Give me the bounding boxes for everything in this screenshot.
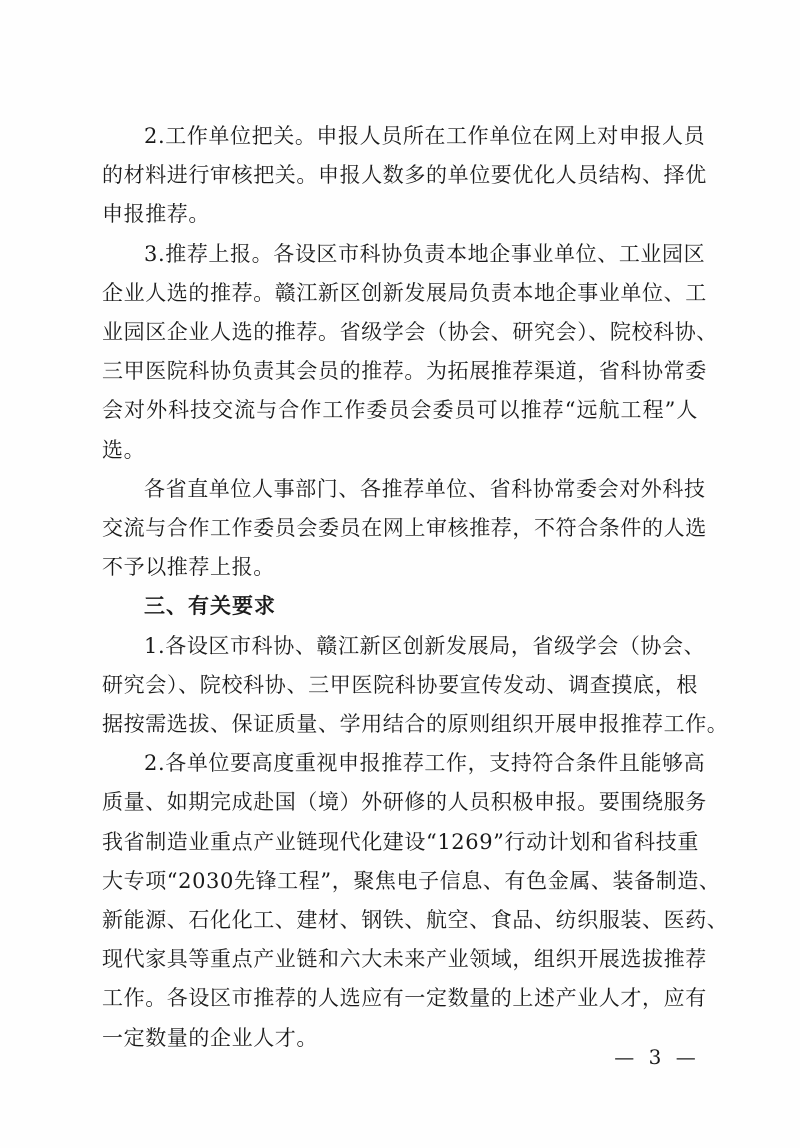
text-line: 不予以推荐上报。 xyxy=(102,555,275,580)
text-line: 会对外科技交流与合作工作委员会委员可以推荐“远航工程”人 xyxy=(102,398,698,423)
text-line: 现代家具等重点产业链和六大未来产业领域，组织开展选拔推荐 xyxy=(102,947,707,972)
paragraph-provincial-units xyxy=(102,470,707,588)
text-line: 质量、如期完成赴国（境）外研修的人员积极申报。要围绕服务 xyxy=(102,790,707,815)
text-line: 2.各单位要高度重视申报推荐工作，支持符合条件且能够高 xyxy=(144,751,706,776)
document-body xyxy=(102,117,729,1058)
text-line: 三甲医院科协负责其会员的推荐。为拓展推荐渠道，省科协常委 xyxy=(102,359,707,384)
text-line: 大专项“2030先锋工程”，聚焦电子信息、有色金属、装备制造、 xyxy=(102,868,721,893)
paragraph-work-unit-review xyxy=(102,117,707,235)
paragraph-requirement-1 xyxy=(102,627,729,745)
text-line: 各省直单位人事部门、各推荐单位、省科协常委会对外科技 xyxy=(144,476,706,501)
text-line: 据按需选拔、保证质量、学用结合的原则组织开展申报推荐工作。 xyxy=(102,712,729,737)
text-line: 一定数量的企业人才。 xyxy=(102,1025,318,1050)
paragraph-requirement-2 xyxy=(102,744,729,1058)
text-line: 工作。各设区市推荐的人选应有一定数量的上述产业人才，应有 xyxy=(102,986,707,1011)
text-line: 研究会）、院校科协、三甲医院科协要宣传发动、调查摸底，根 xyxy=(102,672,698,697)
text-line: 1.各设区市科协、赣江新区创新发展局，省级学会（协会、 xyxy=(144,633,706,658)
text-line: 申报推荐。 xyxy=(102,202,210,227)
text-line: 我省制造业重点产业链现代化建设“1269”行动计划和省科技重 xyxy=(102,829,699,854)
section-heading-requirements: 三、有关要求 xyxy=(144,594,276,619)
text-line: 的材料进行审核把关。申报人数多的单位要优化人员结构、择优 xyxy=(102,163,707,188)
text-line: 企业人选的推荐。赣江新区创新发展局负责本地企事业单位、工 xyxy=(102,280,707,305)
text-line: 交流与合作工作委员会委员在网上审核推荐，不符合条件的人选 xyxy=(102,516,707,541)
page-number: — 3 — xyxy=(614,1045,700,1069)
paragraph-recommend-report xyxy=(102,235,718,470)
text-line: 业园区企业人选的推荐。省级学会（协会、研究会）、院校科协、 xyxy=(102,320,718,345)
text-line: 2.工作单位把关。申报人员所在工作单位在网上对申报人员 xyxy=(144,124,706,148)
text-line: 选。 xyxy=(102,437,146,462)
text-line: 3.推荐上报。各设区市科协负责本地企事业单位、工业园区 xyxy=(144,241,706,266)
text-line: 新能源、石化化工、建材、钢铁、航空、食品、纺织服装、医药、 xyxy=(102,908,729,933)
